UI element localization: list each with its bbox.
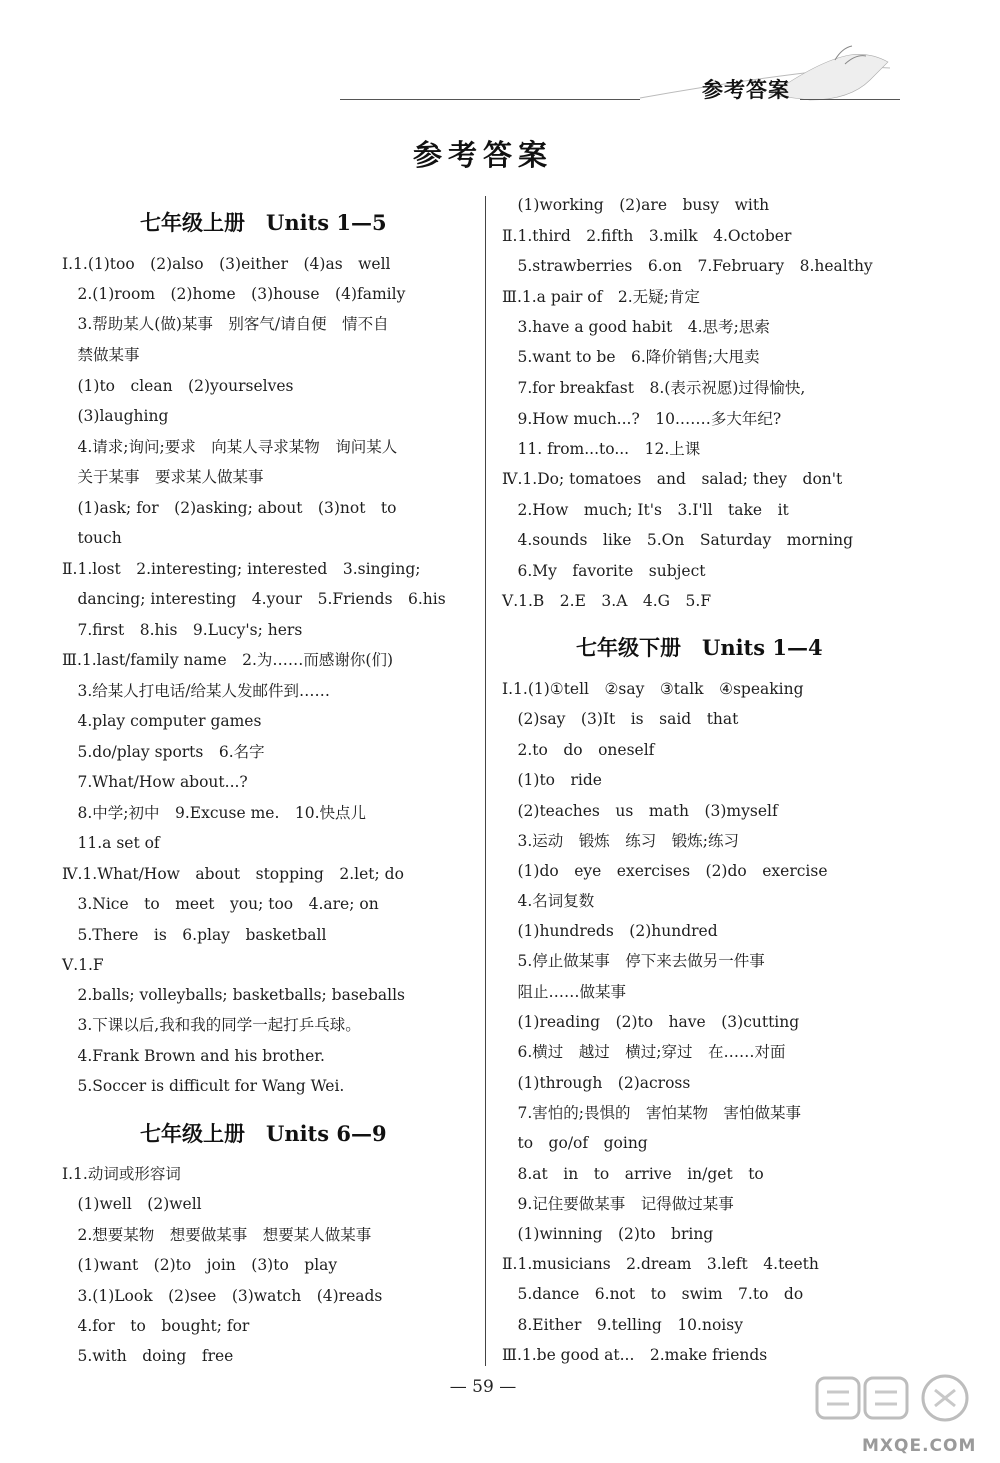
answer-line: (1)to clean (2)yourselves [62, 377, 294, 395]
answer-line: 7.first 8.his 9.Lucy's; hers [62, 621, 303, 639]
answer-line: Ⅰ.1.(1)too (2)also (3)either (4)as well [62, 255, 391, 273]
answer-line: (1)working (2)are busy with [502, 196, 770, 214]
answer-line: (1)want (2)to join (3)to play [62, 1256, 338, 1274]
answer-line: 5.停止做某事 停下来去做另一件事 [502, 952, 765, 970]
answer-line: (2)teaches us math (3)myself [502, 802, 778, 820]
answer-line: Ⅰ.1.动词或形容词 [62, 1165, 181, 1183]
answer-line: to go/of going [502, 1134, 648, 1152]
answer-line: 5.Soccer is difficult for Wang Wei. [62, 1077, 345, 1095]
answer-line: 4.play computer games [62, 712, 262, 730]
answer-line: 6.横过 越过 横过;穿过 在……对面 [502, 1043, 786, 1061]
answer-line: 5.dance 6.not to swim 7.to do [502, 1285, 804, 1303]
answer-line: Ⅲ.1.be good at... 2.make friends [502, 1346, 768, 1364]
answer-line: 8.中学;初中 9.Excuse me. 10.快点儿 [62, 804, 367, 822]
answer-line: 11. from...to... 12.上课 [502, 440, 701, 458]
answer-line: (1)hundreds (2)hundred [502, 922, 718, 940]
answer-line: Ⅴ.1.F [62, 956, 104, 974]
answer-line: 6.My favorite subject [502, 562, 706, 580]
answer-line: 2.(1)room (2)home (3)house (4)family [62, 285, 406, 303]
column-divider [485, 196, 486, 1366]
answer-line: Ⅱ.1.musicians 2.dream 3.left 4.teeth [502, 1255, 819, 1273]
answer-line: 3.下课以后,我和我的同学一起打乒乓球。 [62, 1016, 361, 1034]
answer-line: Ⅴ.1.B 2.E 3.A 4.G 5.F [502, 592, 712, 610]
header-rule-left [340, 99, 640, 100]
answer-line: Ⅲ.1.last/family name 2.为……而感谢你(们) [62, 651, 394, 669]
answer-line: Ⅱ.1.lost 2.interesting; interested 3.singing; [62, 560, 421, 578]
answer-line: 5.do/play sports 6.名字 [62, 743, 265, 761]
answer-line: 3.have a good habit 4.思考;思索 [502, 318, 770, 336]
section-title-grade7-lower-units1-4: 七年级下册 Units 1—4 [576, 635, 823, 660]
answer-line: 4.名词复数 [502, 892, 595, 910]
answer-line: Ⅲ.1.a pair of 2.无疑;肯定 [502, 288, 700, 306]
section-title-grade7-upper-units1-5: 七年级上册 Units 1—5 [140, 210, 387, 235]
answer-line: (1)reading (2)to have (3)cutting [502, 1013, 800, 1031]
answer-line: 7.害怕的;畏惧的 害怕某物 害怕做某事 [502, 1104, 802, 1122]
answer-line: Ⅳ.1.What/How about stopping 2.let; do [62, 865, 404, 883]
answer-line: touch [62, 529, 122, 547]
answer-line: 2.想要某物 想要做某事 想要某人做某事 [62, 1226, 372, 1244]
answer-line: 9.记住要做某事 记得做过某事 [502, 1195, 734, 1213]
answer-line: 禁做某事 [62, 346, 140, 364]
answer-line: 5.want to be 6.降价销售;大甩卖 [502, 348, 760, 366]
answer-line: 2.to do oneself [502, 741, 655, 759]
header-title: 参考答案 [702, 78, 790, 102]
answer-line: 3.给某人打电话/给某人发邮件到…… [62, 682, 331, 700]
answer-line: 关于某事 要求某人做某事 [62, 468, 264, 486]
answer-line: 11.a set of [62, 834, 160, 852]
answer-line: (3)laughing [62, 407, 169, 425]
answer-line: 3.运动 锻炼 练习 锻炼;练习 [502, 832, 740, 850]
answer-line: 3.帮助某人(做)某事 别客气/请自便 情不自 [62, 315, 389, 333]
answer-line: 2.How much; It's 3.I'll take it [502, 501, 789, 519]
answer-line: 4.Frank Brown and his brother. [62, 1047, 325, 1065]
answer-line: 7.for breakfast 8.(表示祝愿)过得愉快, [502, 379, 806, 397]
answer-line: (1)to ride [502, 771, 602, 789]
header-rule-right [800, 99, 900, 100]
page-number: — 59 — [449, 1377, 517, 1397]
answer-line: Ⅳ.1.Do; tomatoes and salad; they don't [502, 470, 843, 488]
answer-line: 4.请求;询问;要求 向某人寻求某物 询问某人 [62, 438, 398, 456]
section-title-grade7-upper-units6-9: 七年级上册 Units 6—9 [140, 1121, 387, 1146]
answer-line: (2)say (3)It is said that [502, 710, 739, 728]
answer-line: (1)ask; for (2)asking; about (3)not to [62, 499, 397, 517]
answer-line: (1)do eye exercises (2)do exercise [502, 862, 828, 880]
answer-line: 9.How much...? 10.……多大年纪? [502, 410, 782, 428]
watermark-text: MXQE.COM [862, 1436, 977, 1456]
answer-line: (1)winning (2)to bring [502, 1225, 714, 1243]
answer-line: 3.(1)Look (2)see (3)watch (4)reads [62, 1287, 383, 1305]
answer-line: (1)through (2)across [502, 1074, 691, 1092]
answer-line: 阻止……做某事 [502, 983, 627, 1001]
answer-line: (1)well (2)well [62, 1195, 202, 1213]
answer-line: Ⅰ.1.(1)①tell ②say ③talk ④speaking [502, 680, 804, 698]
answer-line: 7.What/How about...? [62, 773, 248, 791]
answer-line: 4.sounds like 5.On Saturday morning [502, 531, 854, 549]
answer-line: 8.at in to arrive in/get to [502, 1165, 764, 1183]
answer-line: 2.balls; volleyballs; basketballs; baseballs [62, 986, 405, 1004]
answer-line: dancing; interesting 4.your 5.Friends 6.his [62, 590, 446, 608]
page-title: 参考答案 [412, 138, 553, 172]
answer-line: 5.strawberries 6.on 7.February 8.healthy [502, 257, 873, 275]
answer-line: 8.Either 9.telling 10.noisy [502, 1316, 743, 1334]
answer-line: Ⅱ.1.third 2.fifth 3.milk 4.October [502, 227, 792, 245]
answer-line: 5.There is 6.play basketball [62, 926, 327, 944]
answer-line: 3.Nice to meet you; too 4.are; on [62, 895, 379, 913]
answer-line: 5.with doing free [62, 1347, 234, 1365]
answer-line: 4.for to bought; for [62, 1317, 250, 1335]
